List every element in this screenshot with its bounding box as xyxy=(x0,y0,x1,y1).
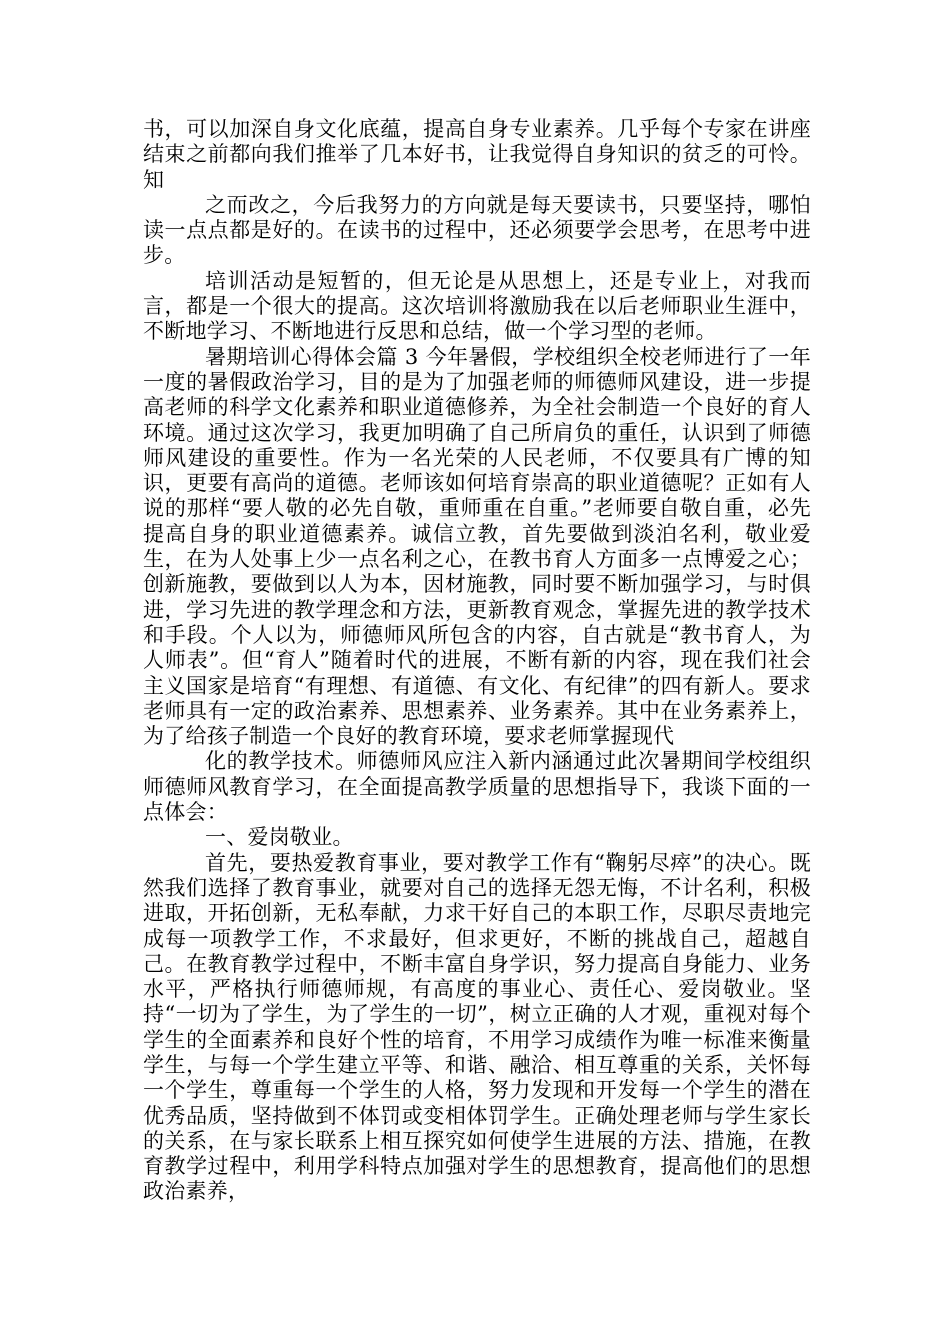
paragraph: 化的教学技术。师德师风应注入新内涵通过此次暑期间学校组织师德师风教育学习，在全面提高教学质量的思想指导下，我谈下面的一点体会： xyxy=(143,749,811,825)
paragraph: 暑期培训心得体会篇 3 今年暑假，学校组织全校老师进行了一年一度的暑假政治学习，目的是为了加强老师的师德师风建设，进一步提高老师的科学文化素养和职业道德修养，为全社会制造一个良好的育人环境。通过这次学习，我更加明确了自己所肩负的重任，认识到了师德师风建设的重要性。作为一名光荣的人民老师，不仅要具有广博的知识，更要有高尚的道德。老师该如何培育崇高的职业道德呢？正如有人说的那样“要人敬的必先自敬，重师重在自重。”老师要自敬自重，必先提高自身的职业道德素养。诚信立教，首先要做到淡泊名利，敬业爱生，在为人处事上少一点名利之心，在教书育人方面多一点博爱之心；创新施教，要做到以人为本，因材施教，同时要不断加强学习，与时俱进，学习先进的教学理念和方法，更新教育观念，掌握先进的教学技术和手段。个人以为，师德师风所包含的内容，自古就是“教书育人，为人师表”。但“育人”随着时代的进展，不断有新的内容，现在我们社会主义国家是培育“有理想、有道德、有文化、有纪律”的四有新人。要求老师具有一定的政治素养、思想素养、业务素养。其中在业务素养上，为了给孩子制造一个良好的教育环境，要求老师掌握现代 xyxy=(143,344,811,749)
paragraph: 之而改之，今后我努力的方向就是每天要读书，只要坚持，哪怕读一点点都是好的。在读书的过程中，还必须要学会思考，在思考中进步。 xyxy=(143,192,811,268)
section-heading: 一、爱岗敬业。 xyxy=(205,825,354,850)
paragraph: 首先，要热爱教育事业，要对教学工作有“鞠躬尽瘁”的决心。既然我们选择了教育事业，就要对自己的选择无怨无悔，不计名利，积极进取，开拓创新，无私奉献，力求干好自己的本职工作，尽职尽责地完成每一项教学工作，不求最好，但求更好，不断的挑战自己，超越自己。在教育教学过程中，不断丰富自身学识，努力提高自身能力、业务水平，严格执行师德师规，有高度的事业心、责任心、爱岗敬业。坚持“一切为了学生，为了学生的一切”，树立正确的人才观，重视对每个学生的全面素养和良好个性的培育，不用学习成绩作为唯一标准来衡量学生，与每一个学生建立平等、和谐、融洽、相互尊重的关系，关怀每一个学生，尊重每一个学生的人格，努力发现和开发每一个学生的潜在优秀品质，坚持做到不体罚或变相体罚学生。正确处理老师与学生家长的关系，在与家长联系上相互探究如何使学生进展的方法、措施，在教育教学过程中，利用学科特点加强对学生的思想教育，提高他们的思想政治素养， xyxy=(143,850,811,1204)
document-body xyxy=(143,117,811,1205)
paragraph: 培训活动是短暂的，但无论是从思想上，还是专业上，对我而言，都是一个很大的提高。这次培训将激励我在以后老师职业生涯中，不断地学习、不断地进行反思和总结，做一个学习型的老师。 xyxy=(143,268,811,344)
paragraph: 书，可以加深自身文化底蕴，提高自身专业素养。几乎每个专家在讲座结束之前都向我们推举了几本好书，让我觉得自身知识的贫乏的可怜。知 xyxy=(143,117,811,192)
